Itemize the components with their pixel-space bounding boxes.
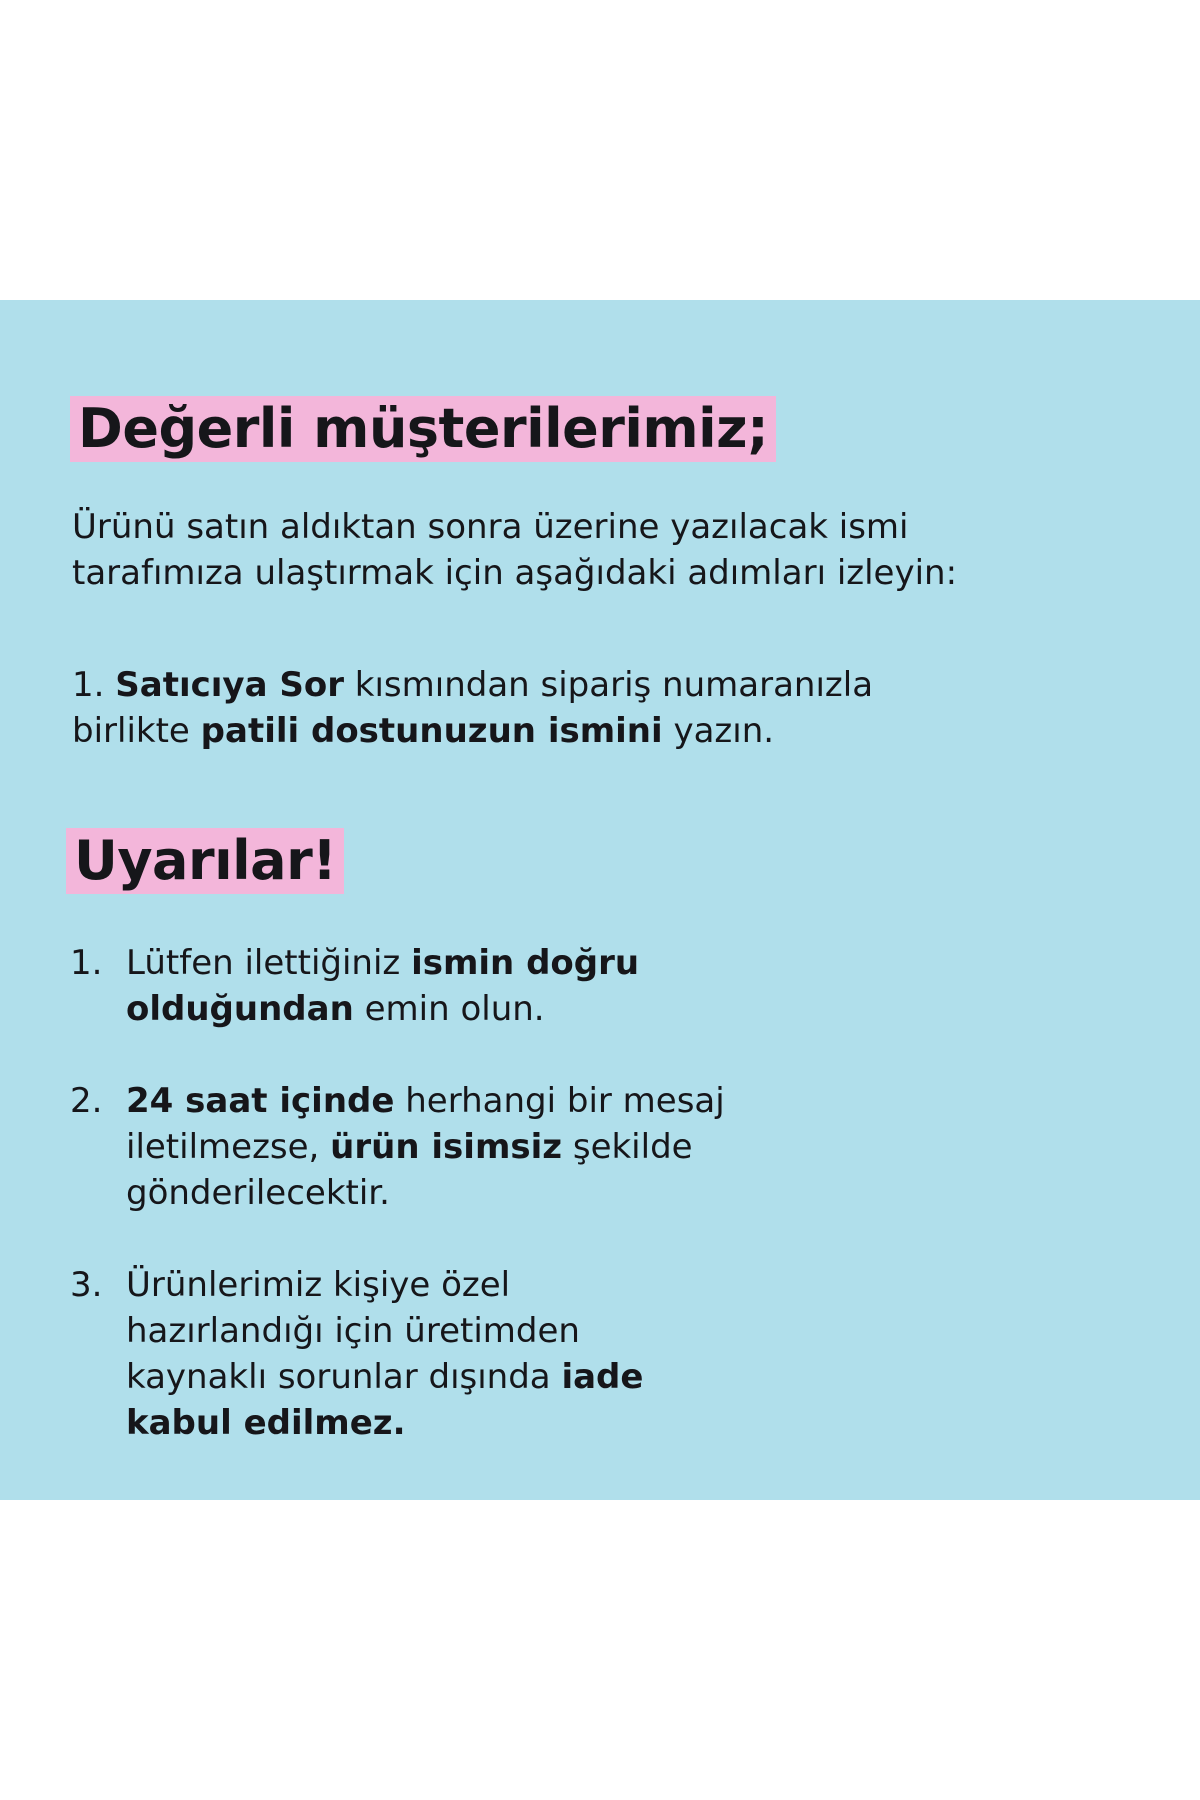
warning-text bbox=[126, 940, 639, 1032]
warning-bold-segment: olduğundan bbox=[126, 989, 354, 1029]
warning-number: 1. bbox=[70, 943, 103, 983]
step-1-line-2 bbox=[72, 708, 774, 754]
step-text-1: kısmından sipariş numaranızla bbox=[343, 665, 874, 705]
warning-text-segment: emin olun. bbox=[353, 989, 545, 1029]
warning-bold-segment: ismin doğru bbox=[411, 943, 640, 983]
warning-text-segment: şekilde bbox=[562, 1127, 693, 1167]
warning-text-segment: hazırlandığı için üretimden bbox=[126, 1311, 580, 1351]
warning-text-segment: iletilmezse, bbox=[126, 1127, 331, 1167]
step-bold-seller-ask: Satıcıya Sor bbox=[115, 665, 344, 705]
warning-text-segment: gönderilecektir. bbox=[126, 1173, 390, 1213]
warning-number: 2. bbox=[70, 1081, 103, 1121]
warning-text-segment: kaynaklı sorunlar dışında bbox=[126, 1357, 562, 1397]
warning-bold-segment: iade bbox=[561, 1357, 644, 1397]
warning-text-segment: Ürünlerimiz kişiye özel bbox=[126, 1265, 511, 1305]
step-bold-pet-name: patili dostunuzun ismini bbox=[200, 711, 663, 751]
step-number: 1. bbox=[72, 665, 105, 705]
warning-text-segment: Lütfen ilettiğiniz bbox=[126, 943, 412, 983]
step-1-line-1 bbox=[72, 662, 873, 708]
warning-bold-segment: ürün isimsiz bbox=[330, 1127, 563, 1167]
warning-bold-segment: 24 saat içinde bbox=[126, 1081, 395, 1121]
intro-text-line-1: Ürünü satın aldıktan sonra üzerine yazılacak ismi bbox=[72, 507, 909, 547]
warning-text-segment: herhangi bir mesaj bbox=[394, 1081, 725, 1121]
warning-bold-segment: kabul edilmez. bbox=[126, 1403, 406, 1443]
intro-text-line-2: tarafımıza ulaştırmak için aşağıdaki adımları izleyin: bbox=[72, 553, 958, 593]
warning-text bbox=[126, 1078, 725, 1216]
step-text-2: birlikte bbox=[72, 711, 201, 751]
warning-number: 3. bbox=[70, 1265, 103, 1305]
step-text-3: yazın. bbox=[662, 711, 775, 751]
greeting-heading: Değerli müşterilerimiz; bbox=[70, 396, 776, 462]
warning-text bbox=[126, 1262, 643, 1446]
info-panel bbox=[0, 300, 1200, 1500]
warnings-heading: Uyarılar! bbox=[66, 828, 344, 894]
